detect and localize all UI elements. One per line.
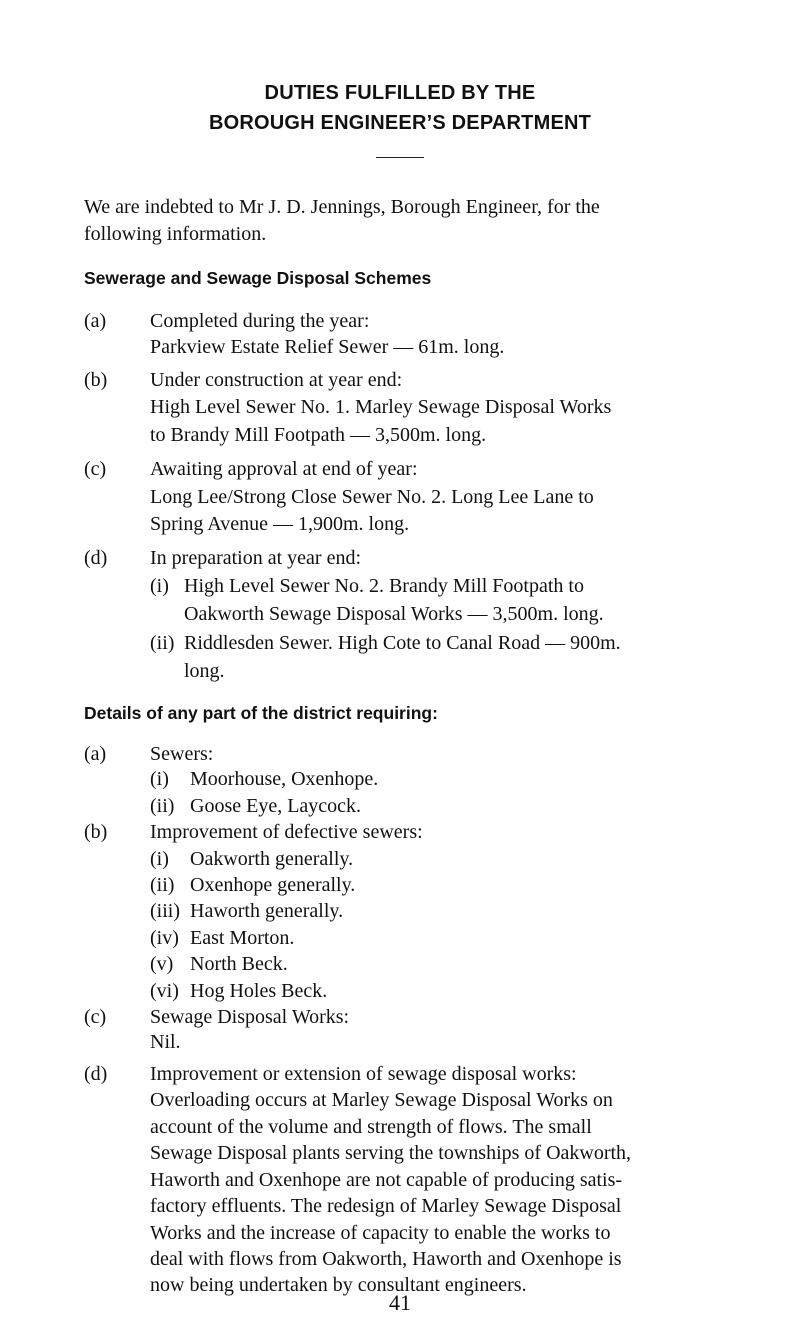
sewerage-c-heading: Awaiting approval at end of year: [150,458,418,480]
details-a-item-label: (ii) [150,794,175,817]
details-b-item: North Beck. [190,953,288,976]
details-b-item-label: (v) [150,953,174,976]
sewerage-b-heading: Under construction at year end: [150,369,403,391]
details-a-item: Goose Eye, Laycock. [190,794,362,817]
details-c-text: Nil. [150,1030,181,1053]
details-c-heading: Sewage Disposal Works: [150,1006,350,1029]
sewerage-c-text-1: Long Lee/Strong Close Sewer No. 2. Long Lee Lane to [150,486,594,508]
details-d-paragraph-line: Haworth and Oxenhope are not capable of producing satis- [150,1168,623,1191]
details-c-label: (c) [84,1006,107,1029]
page-title-line-2: BOROUGH ENGINEER’S DEPARTMENT [208,112,592,134]
details-a-item-label: (i) [150,768,169,791]
sewerage-d-ii-text-2: long. [184,660,225,682]
details-d-heading: Improvement or extension of sewage disposal works: [150,1062,577,1085]
details-d-paragraph-line: factory effluents. The redesign of Marley Sewage Disposal [150,1195,622,1218]
sewerage-a-label: (a) [84,310,107,332]
details-d-paragraph-line: Sewage Disposal plants serving the townships of Oakworth, [150,1142,632,1165]
sewerage-c-text-2: Spring Avenue — 1,900m. long. [150,513,410,535]
sewerage-b-text-2: to Brandy Mill Footpath — 3,500m. long. [150,424,487,446]
sewerage-d-i-label: (i) [150,575,169,597]
details-b-item-label: (ii) [150,873,175,896]
sewerage-d-label: (d) [84,547,108,569]
details-b-item: Oakworth generally. [190,847,354,870]
details-a-item: Moorhouse, Oxenhope. [190,768,379,791]
title-divider [376,157,424,158]
details-d-paragraph-line: deal with flows from Oakworth, Haworth and Oxenhope is [150,1248,622,1271]
sewerage-d-ii-label: (ii) [150,632,175,654]
details-b-item: East Morton. [190,926,295,949]
details-b-item: Oxenhope generally. [190,873,356,896]
sewerage-d-heading: In preparation at year end: [150,547,362,569]
intro-line-1: We are indebted to Mr J. D. Jennings, Borough Engineer, for the [84,196,600,218]
details-b-label: (b) [84,821,108,843]
sewerage-b-label: (b) [84,369,108,391]
details-d-paragraph-line: Works and the increase of capacity to enable the works to [150,1221,611,1244]
page-title-line-1: DUTIES FULFILLED BY THE [264,82,536,104]
details-b-item: Hog Holes Beck. [190,979,328,1002]
details-b-item: Haworth generally. [190,900,344,923]
details-b-item-label: (iv) [150,926,179,949]
details-b-item-label: (iii) [150,900,180,923]
sewerage-d-ii-text-1: Riddlesden Sewer. High Cote to Canal Road — 900m. [184,632,621,654]
details-d-label: (d) [84,1062,108,1085]
sewerage-d-i-text-1: High Level Sewer No. 2. Brandy Mill Footpath to [184,575,584,597]
details-d-paragraph-line: now being undertaken by consultant engineers. [150,1273,527,1296]
sewerage-a-heading: Completed during the year: [150,310,370,332]
details-d-paragraph-line: Overloading occurs at Marley Sewage Disposal Works on [150,1089,613,1112]
sewerage-a-text: Parkview Estate Relief Sewer — 61m. long. [150,336,505,358]
sewerage-b-text-1: High Level Sewer No. 1. Marley Sewage Disposal Works [150,396,612,418]
page-number: 41 [389,1290,411,1315]
details-b-item-label: (vi) [150,979,179,1002]
details-b-heading: Improvement of defective sewers: [150,821,423,843]
details-a-label: (a) [84,742,107,765]
sewerage-d-i-text-2: Oakworth Sewage Disposal Works — 3,500m. long. [184,603,604,625]
details-heading: Details of any part of the district requiring: [84,702,438,723]
intro-line-2: following information. [84,223,267,245]
sewerage-heading: Sewerage and Sewage Disposal Schemes [84,268,432,288]
details-a-heading: Sewers: [150,742,214,765]
sewerage-c-label: (c) [84,458,107,480]
details-b-item-label: (i) [150,847,169,870]
details-d-paragraph-line: account of the volume and strength of flows. The small [150,1115,592,1138]
